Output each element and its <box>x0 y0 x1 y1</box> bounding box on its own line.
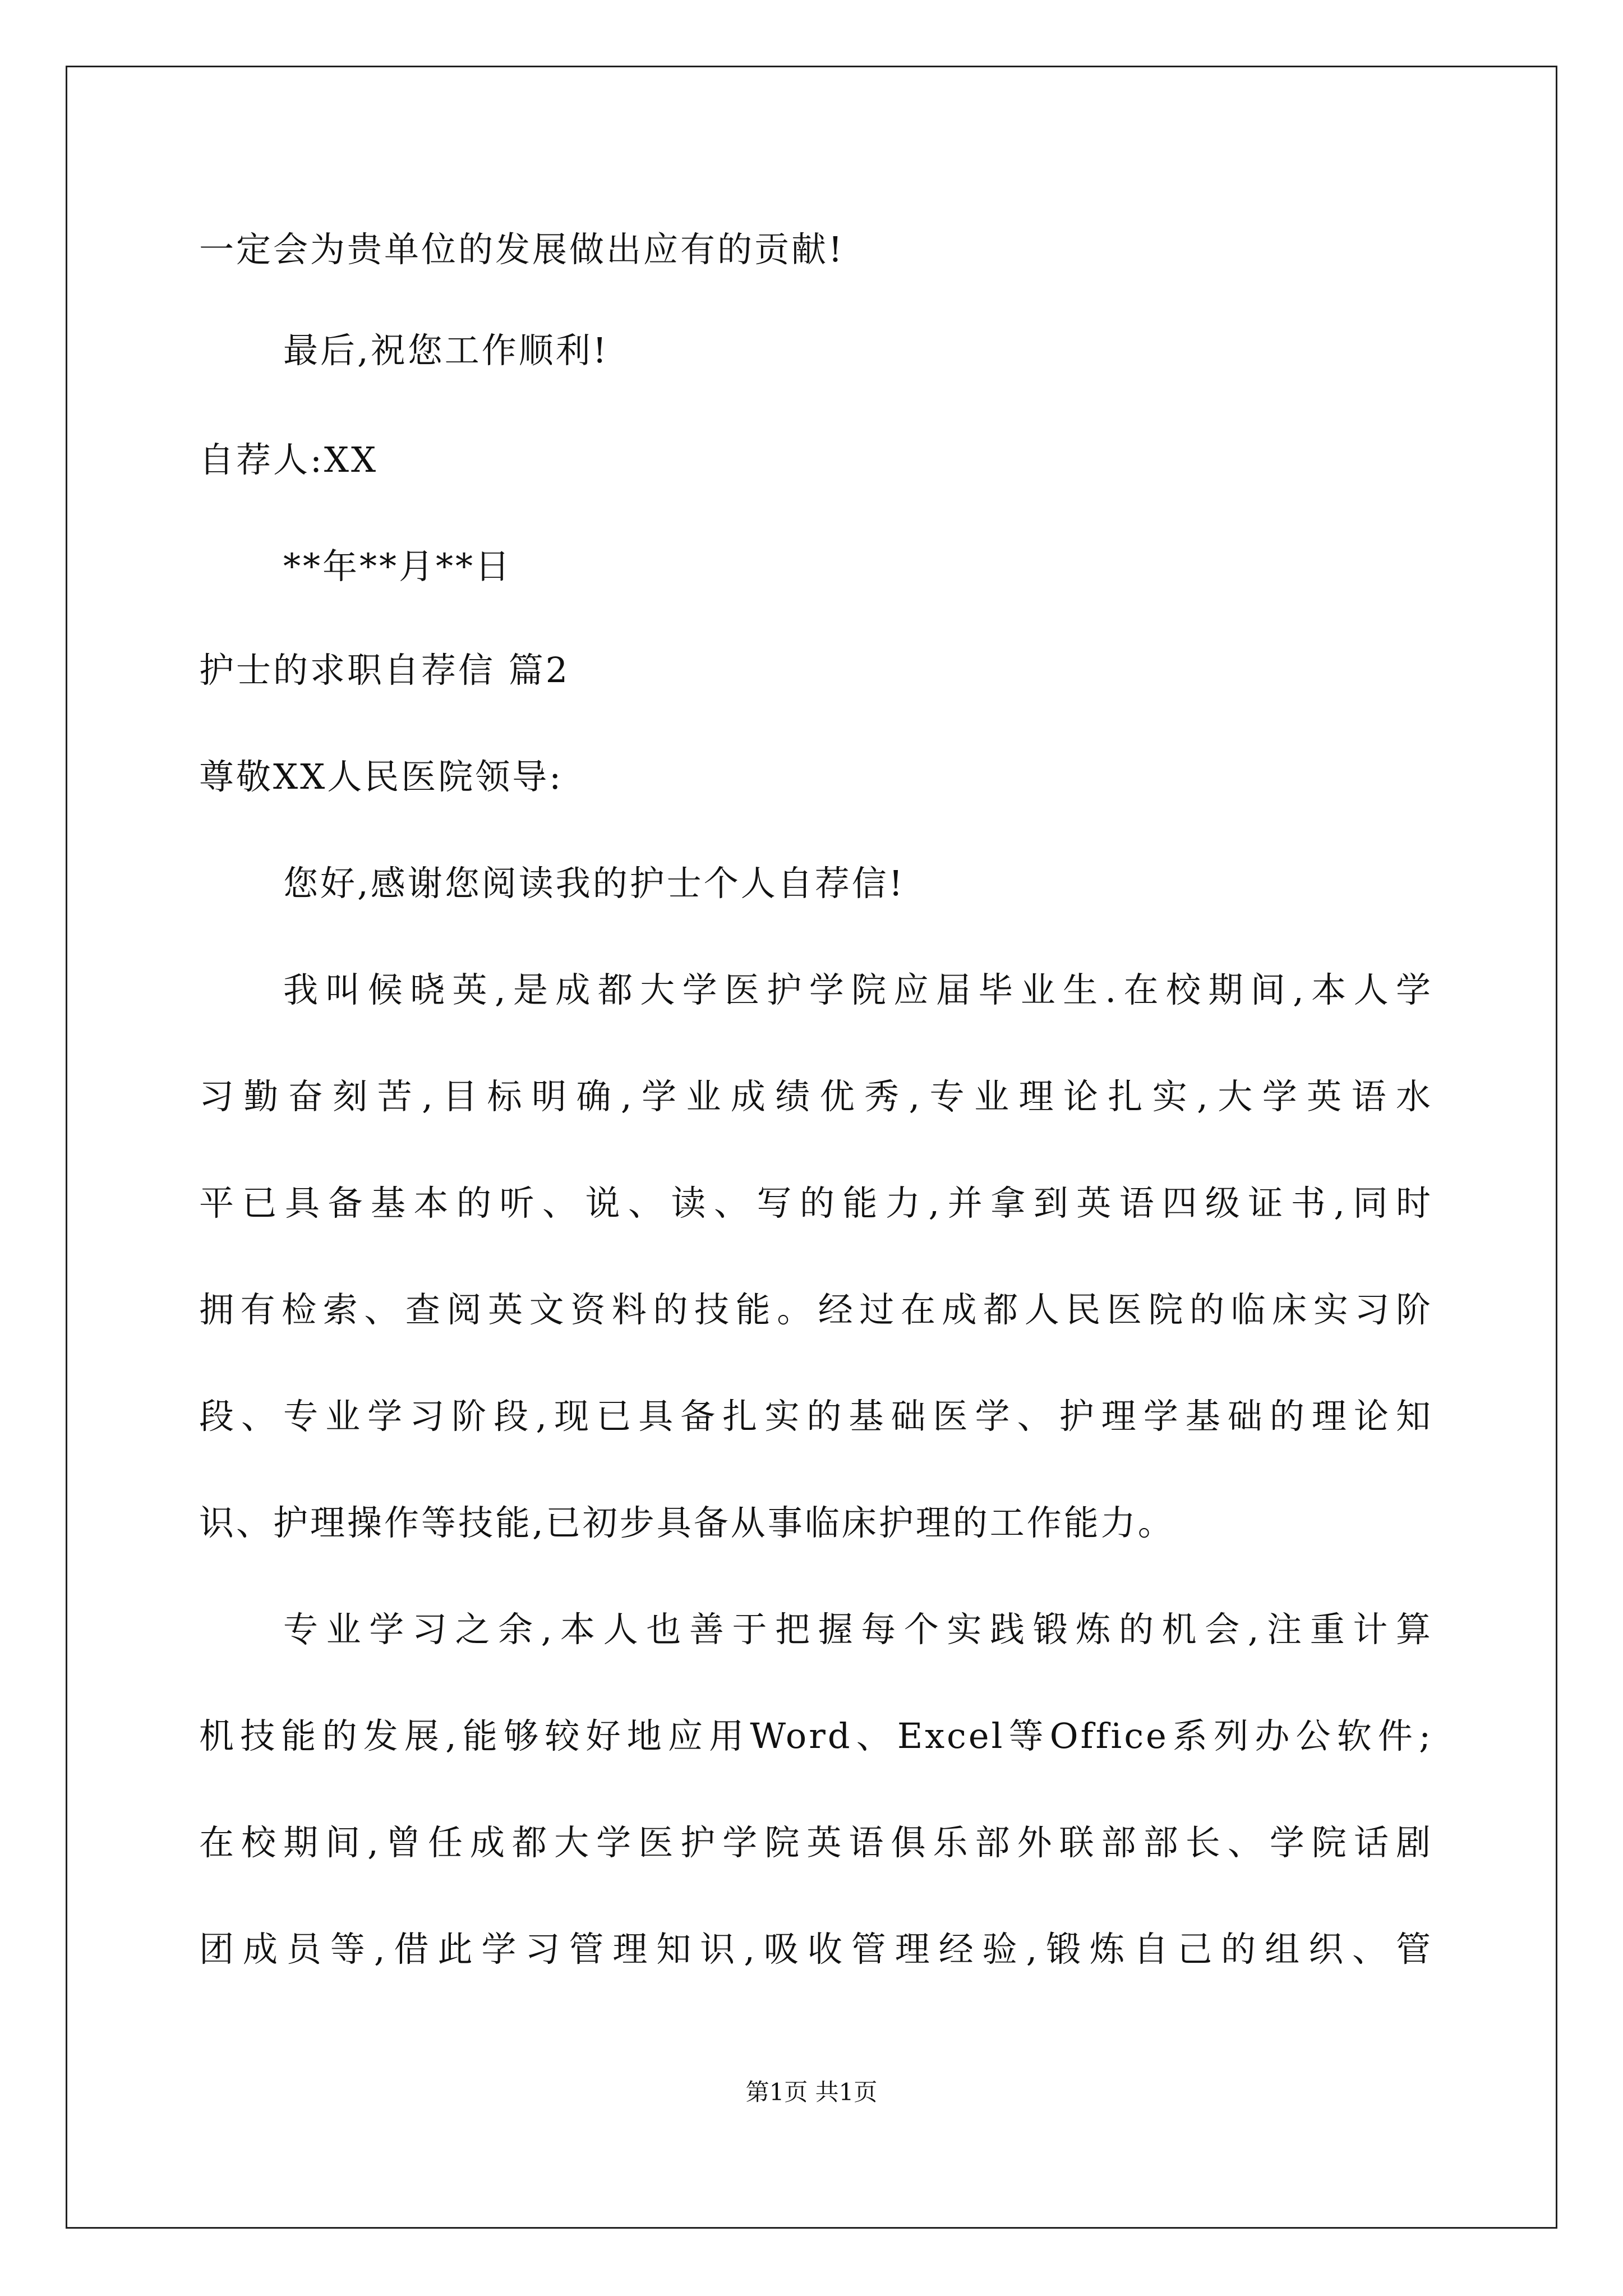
paragraph-2-line-3: 在校期间,曾任成都大学医护学院英语俱乐部外联部部长、学院话剧 <box>199 1822 1433 1863</box>
section-heading: 护士的求职自荐信 篇2 <box>199 650 570 691</box>
paragraph-2-line-4: 团成员等,借此学习管理知识,吸收管理经验,锻炼自己的组织、管 <box>199 1929 1433 1970</box>
paragraph-1-line-4: 拥有检索、查阅英文资料的技能。经过在成都人民医院的临床实习阶 <box>199 1289 1433 1330</box>
date-line: **年**月**日 <box>283 546 513 587</box>
closing-sentence: 一定会为贵单位的发展做出应有的贡献! <box>199 229 845 270</box>
salutation: 尊敬XX人民医院领导: <box>199 756 564 797</box>
paragraph-2-line-1: 专业学习之余,本人也善于把握每个实践锻炼的机会,注重计算 <box>283 1609 1433 1650</box>
paragraph-2-line-2: 机技能的发展,能够较好地应用Word、Excel等Office系列办公软件; <box>199 1715 1433 1756</box>
paragraph-1-line-2: 习勤奋刻苦,目标明确,学业成绩优秀,专业理论扎实,大学英语水 <box>199 1076 1433 1117</box>
page-number-footer: 第1页 共1页 <box>745 2078 878 2106</box>
greeting-line: 您好,感谢您阅读我的护士个人自荐信! <box>283 863 905 904</box>
paragraph-1-line-3: 平已具备基本的听、说、读、写的能力,并拿到英语四级证书,同时 <box>199 1182 1433 1223</box>
paragraph-1-line-6: 识、护理操作等技能,已初步具备从事临床护理的工作能力。 <box>199 1502 1175 1543</box>
paragraph-1-line-5: 段、专业学习阶段,现已具备扎实的基础医学、护理学基础的理论知 <box>199 1396 1433 1437</box>
page-border <box>66 66 1557 2229</box>
paragraph-1-line-1: 我叫候晓英,是成都大学医护学院应届毕业生.在校期间,本人学 <box>283 969 1433 1010</box>
signature-line: 自荐人:XX <box>199 439 379 480</box>
closing-wish: 最后,祝您工作顺利! <box>283 330 609 371</box>
